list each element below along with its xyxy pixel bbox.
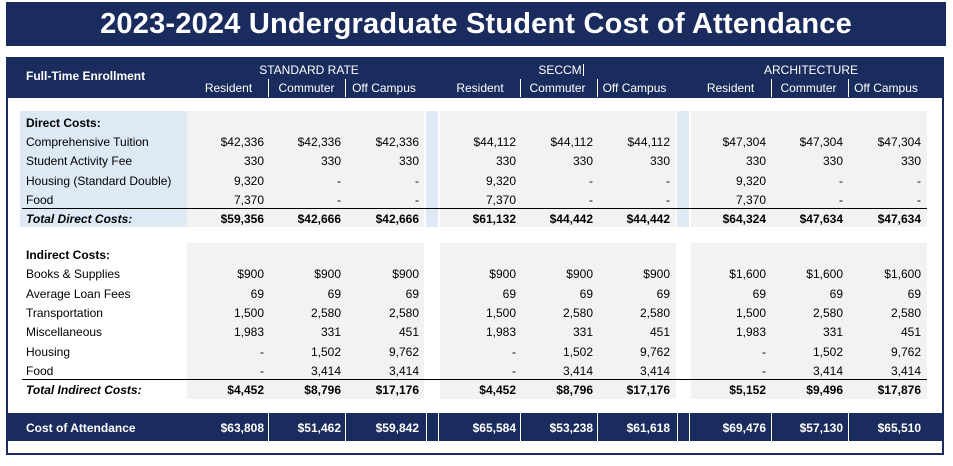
indirect-cost-value: 69 [250, 287, 264, 301]
subcolumn-header: Commuter [780, 81, 837, 95]
total-direct-value: $47,634 [877, 212, 921, 226]
total-direct-value: $42,666 [297, 212, 341, 226]
direct-cost-value: 330 [572, 154, 593, 168]
indirect-cost-row-label: Transportation [26, 306, 103, 320]
direct-cost-value: 9,320 [233, 174, 264, 188]
total-indirect-value: $4,452 [227, 383, 264, 397]
cost-of-attendance-value: $65,510 [877, 421, 921, 435]
indirect-cost-value: 2,580 [812, 306, 843, 320]
indirect-cost-value: 69 [327, 287, 341, 301]
direct-cost-value: $47,304 [722, 135, 766, 149]
indirect-cost-value: 3,414 [310, 364, 341, 378]
text-cursor [583, 64, 584, 76]
indirect-cost-value: 331 [822, 325, 843, 339]
direct-cost-row-label: Housing (Standard Double) [26, 174, 172, 188]
indirect-cost-value: 1,500 [233, 306, 264, 320]
header-divider [848, 79, 849, 97]
direct-block-background [187, 111, 424, 227]
cost-of-attendance-value: $51,462 [297, 421, 341, 435]
indirect-cost-value: 69 [907, 287, 921, 301]
indirect-cost-value: 3,414 [639, 364, 670, 378]
indirect-cost-value: 2,580 [639, 306, 670, 320]
direct-block-background [691, 111, 927, 227]
indirect-costs-heading: Indirect Costs: [26, 248, 111, 262]
cost-of-attendance-value: $57,130 [799, 421, 843, 435]
enrollment-label: Full-Time Enrollment [26, 69, 146, 83]
indirect-cost-value: - [512, 345, 516, 359]
direct-cost-value: - [337, 174, 341, 188]
direct-cost-value: - [839, 174, 843, 188]
indirect-cost-value: 69 [656, 287, 670, 301]
group-header-1: SECCM [538, 63, 582, 77]
direct-cost-value: $44,112 [473, 135, 516, 149]
header-divider [597, 79, 598, 97]
indirect-cost-value: 3,414 [890, 364, 921, 378]
total-band-divider [520, 413, 521, 441]
direct-cost-value: 330 [822, 154, 843, 168]
indirect-cost-value: 331 [572, 325, 593, 339]
total-indirect-value: $5,152 [729, 383, 766, 397]
subcolumn-header: Off Campus [854, 81, 918, 95]
indirect-cost-value: $1,600 [806, 267, 843, 281]
direct-cost-value: $47,304 [877, 135, 921, 149]
indirect-cost-row-label: Housing [26, 345, 71, 359]
direct-cost-value: $47,304 [799, 135, 843, 149]
indirect-cost-value: 69 [502, 287, 516, 301]
total-band-divider [597, 413, 598, 441]
direct-block-background [440, 111, 676, 227]
direct-cost-value: 330 [495, 154, 516, 168]
cost-of-attendance-value: $69,476 [722, 421, 766, 435]
total-direct-value: $59,356 [220, 212, 264, 226]
indirect-cost-value: 331 [320, 325, 341, 339]
indirect-cost-value: 1,502 [812, 345, 843, 359]
total-indirect-value: $4,452 [479, 383, 516, 397]
indirect-cost-value: 2,580 [562, 306, 593, 320]
direct-cost-value: - [666, 174, 670, 188]
total-indirect-value: $8,796 [304, 383, 341, 397]
indirect-cost-value: 3,414 [388, 364, 419, 378]
indirect-cost-value: 1,983 [485, 325, 516, 339]
direct-cost-value: 330 [649, 154, 670, 168]
subcolumn-header: Resident [204, 81, 253, 95]
total-direct-value: $64,324 [722, 212, 766, 226]
direct-cost-value: 330 [398, 154, 419, 168]
cost-of-attendance-value: $59,842 [375, 421, 419, 435]
total-direct-value: $44,442 [549, 212, 593, 226]
direct-total-rule [22, 208, 927, 209]
header-divider [268, 79, 269, 97]
direct-cost-value: 330 [745, 154, 766, 168]
direct-cost-value: - [917, 193, 921, 207]
cost-of-attendance-value: $53,238 [549, 421, 593, 435]
total-band-divider [268, 413, 269, 441]
subcolumn-header: Resident [456, 81, 504, 95]
indirect-cost-value: 1,500 [735, 306, 766, 320]
header-divider [771, 79, 772, 97]
total-band-divider [771, 413, 772, 441]
total-band-divider [677, 413, 678, 441]
direct-cost-value: 7,370 [735, 193, 766, 207]
indirect-cost-value: $900 [314, 267, 341, 281]
indirect-cost-value: 3,414 [812, 364, 843, 378]
total-indirect-value: $9,496 [806, 383, 843, 397]
total-direct-value: $42,666 [375, 212, 419, 226]
indirect-cost-value: 2,580 [890, 306, 921, 320]
direct-cost-value: - [415, 193, 419, 207]
total-direct-value: $47,634 [799, 212, 843, 226]
indirect-cost-value: 9,762 [388, 345, 419, 359]
direct-cost-value: $44,112 [627, 135, 670, 149]
total-band-divider [848, 413, 849, 441]
indirect-cost-value: 1,983 [735, 325, 766, 339]
direct-cost-row-label: Student Activity Fee [26, 154, 133, 168]
direct-cost-value: - [666, 193, 670, 207]
direct-cost-row-label: Food [26, 193, 54, 207]
direct-cost-value: $42,336 [220, 135, 264, 149]
cost-of-attendance-value: $61,618 [626, 421, 670, 435]
indirect-cost-value: - [762, 364, 766, 378]
direct-cost-value: $42,336 [297, 135, 341, 149]
indirect-cost-row-label: Food [26, 364, 54, 378]
indirect-cost-value: 2,580 [388, 306, 419, 320]
indirect-cost-row-label: Miscellaneous [26, 325, 103, 339]
indirect-cost-value: 69 [829, 287, 843, 301]
cost-of-attendance-label: Cost of Attendance [26, 421, 136, 435]
direct-cost-value: $44,112 [550, 135, 593, 149]
direct-cost-value: - [589, 174, 593, 188]
direct-cost-value: 7,370 [485, 193, 516, 207]
indirect-cost-value: $1,600 [884, 267, 921, 281]
subcolumn-header: Off Campus [602, 81, 667, 95]
indirect-cost-value: 3,414 [562, 364, 593, 378]
direct-cost-value: - [337, 193, 341, 207]
cost-of-attendance-value: $65,584 [472, 421, 516, 435]
total-direct-value: $61,132 [472, 212, 516, 226]
total-indirect-value: $17,876 [877, 383, 921, 397]
total-indirect-value: $17,176 [375, 383, 419, 397]
indirect-cost-value: 1,983 [233, 325, 264, 339]
total-direct-value: $44,442 [626, 212, 670, 226]
direct-cost-value: 330 [900, 154, 921, 168]
direct-costs-heading: Direct Costs: [26, 116, 101, 130]
indirect-cost-row-label: Books & Supplies [26, 267, 121, 281]
indirect-cost-row-label: Average Loan Fees [26, 287, 131, 301]
cost-of-attendance-value: $63,808 [220, 421, 264, 435]
subcolumn-header: Commuter [278, 81, 335, 95]
direct-cost-value: 330 [320, 154, 341, 168]
indirect-cost-value: 69 [752, 287, 766, 301]
group-header-2: ARCHITECTURE [763, 63, 858, 77]
indirect-cost-value: $900 [237, 267, 264, 281]
indirect-cost-value: 9,762 [639, 345, 670, 359]
direct-cost-row-label: Comprehensive Tuition [26, 135, 149, 149]
direct-cost-value: - [415, 174, 419, 188]
group-divider [426, 111, 438, 227]
indirect-cost-value: $900 [643, 267, 670, 281]
direct-cost-value: 9,320 [485, 174, 516, 188]
indirect-cost-value: 2,580 [310, 306, 341, 320]
indirect-cost-value: 1,502 [562, 345, 593, 359]
indirect-cost-value: 69 [579, 287, 593, 301]
subcolumn-header: Commuter [529, 81, 586, 95]
indirect-cost-value: 451 [398, 325, 419, 339]
total-indirect-value: $17,176 [626, 383, 670, 397]
direct-cost-value: 330 [243, 154, 264, 168]
indirect-cost-value: 451 [900, 325, 921, 339]
header-divider [345, 79, 346, 97]
direct-cost-value: - [917, 174, 921, 188]
direct-cost-value: $42,336 [375, 135, 419, 149]
indirect-cost-value: 69 [405, 287, 419, 301]
indirect-cost-value: $900 [392, 267, 419, 281]
indirect-cost-value: 451 [649, 325, 670, 339]
indirect-cost-value: 1,500 [485, 306, 516, 320]
total-band-divider [689, 413, 690, 441]
total-direct-label: Total Direct Costs: [26, 212, 133, 226]
total-indirect-value: $8,796 [556, 383, 593, 397]
subcolumn-header: Resident [706, 81, 755, 95]
group-divider [677, 111, 689, 227]
header-divider [520, 79, 521, 97]
indirect-cost-value: - [260, 364, 264, 378]
direct-cost-value: - [839, 193, 843, 207]
total-indirect-label: Total Indirect Costs: [26, 383, 142, 397]
indirect-cost-value: $1,600 [729, 267, 766, 281]
indirect-cost-value: $900 [566, 267, 593, 281]
subcolumn-header: Off Campus [352, 81, 416, 95]
total-band-divider [345, 413, 346, 441]
direct-cost-value: 9,320 [735, 174, 766, 188]
indirect-total-rule [22, 379, 927, 380]
total-band-divider [438, 413, 439, 441]
page-title: 2023-2024 Undergraduate Student Cost of Attendance [6, 2, 946, 46]
indirect-cost-value: - [260, 345, 264, 359]
indirect-cost-value: 1,502 [310, 345, 341, 359]
indirect-cost-value: - [762, 345, 766, 359]
group-header-0: STANDARD RATE [259, 63, 359, 77]
indirect-cost-value: - [512, 364, 516, 378]
indirect-cost-value: 9,762 [890, 345, 921, 359]
total-band-divider [426, 413, 427, 441]
direct-cost-value: - [589, 193, 593, 207]
direct-cost-value: 7,370 [233, 193, 264, 207]
indirect-cost-value: $900 [489, 267, 516, 281]
